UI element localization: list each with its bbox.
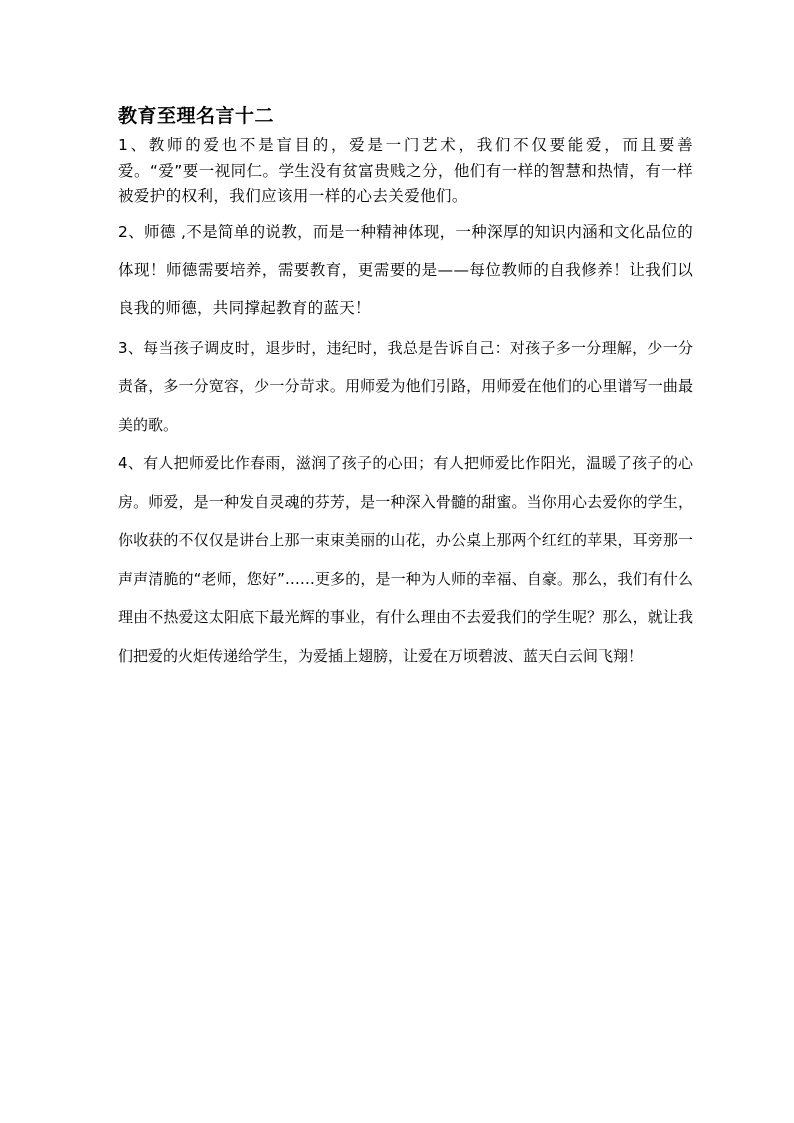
- paragraph-2: 2、师德 ,不是简单的说教，而是一种精神体现，一种深厚的知识内涵和文化品位的体现！师德需要培养，需要教育，更需要的是——每位教师的自我修养！让我们以良我的师德，共同撑起教育的蓝天！: [118, 222, 693, 317]
- paragraph-1: 1、教师的爱也不是盲目的，爱是一门艺术，我们不仅要能爱，而且要善爱。“爱”要一视同仁。学生没有贫富贵贱之分，他们有一样的智慧和热情，有一样被爱护的权利，我们应该用一样的心去关爱他们。: [118, 136, 693, 205]
- document-title: 教育至理名言十二: [118, 105, 275, 127]
- document-body: [118, 103, 693, 675]
- paragraph-4: 4、有人把师爱比作春雨，滋润了孩子的心田；有人把师爱比作阳光，温暖了孩子的心房。师爱，是一种发自灵魂的芬芳，是一种深入骨髓的甜蜜。当你用心去爱你的学生，你收获的不仅仅是讲台上那一束束美丽的山花，办公桌上那两个红红的苹果，耳旁那一声声清脆的“老师，您好”……更多的，是一种为人师的幸福、自豪。那么，我们有什么理由不热爱这太阳底下最光辉的事业，有什么理由不去爱我们的学生呢？那么，就让我们把爱的火炬传递给学生，为爱插上翅膀，让爱在万顷碧波、蓝天白云间飞翔！: [118, 454, 693, 665]
- paragraph-3: 3、每当孩子调皮时，退步时，违纪时，我总是告诉自己：对孩子多一分理解，少一分责备，多一分宽容，少一分苛求。用师爱为他们引路，用师爱在他们的心里谱写一曲最美的歌。: [118, 338, 693, 434]
